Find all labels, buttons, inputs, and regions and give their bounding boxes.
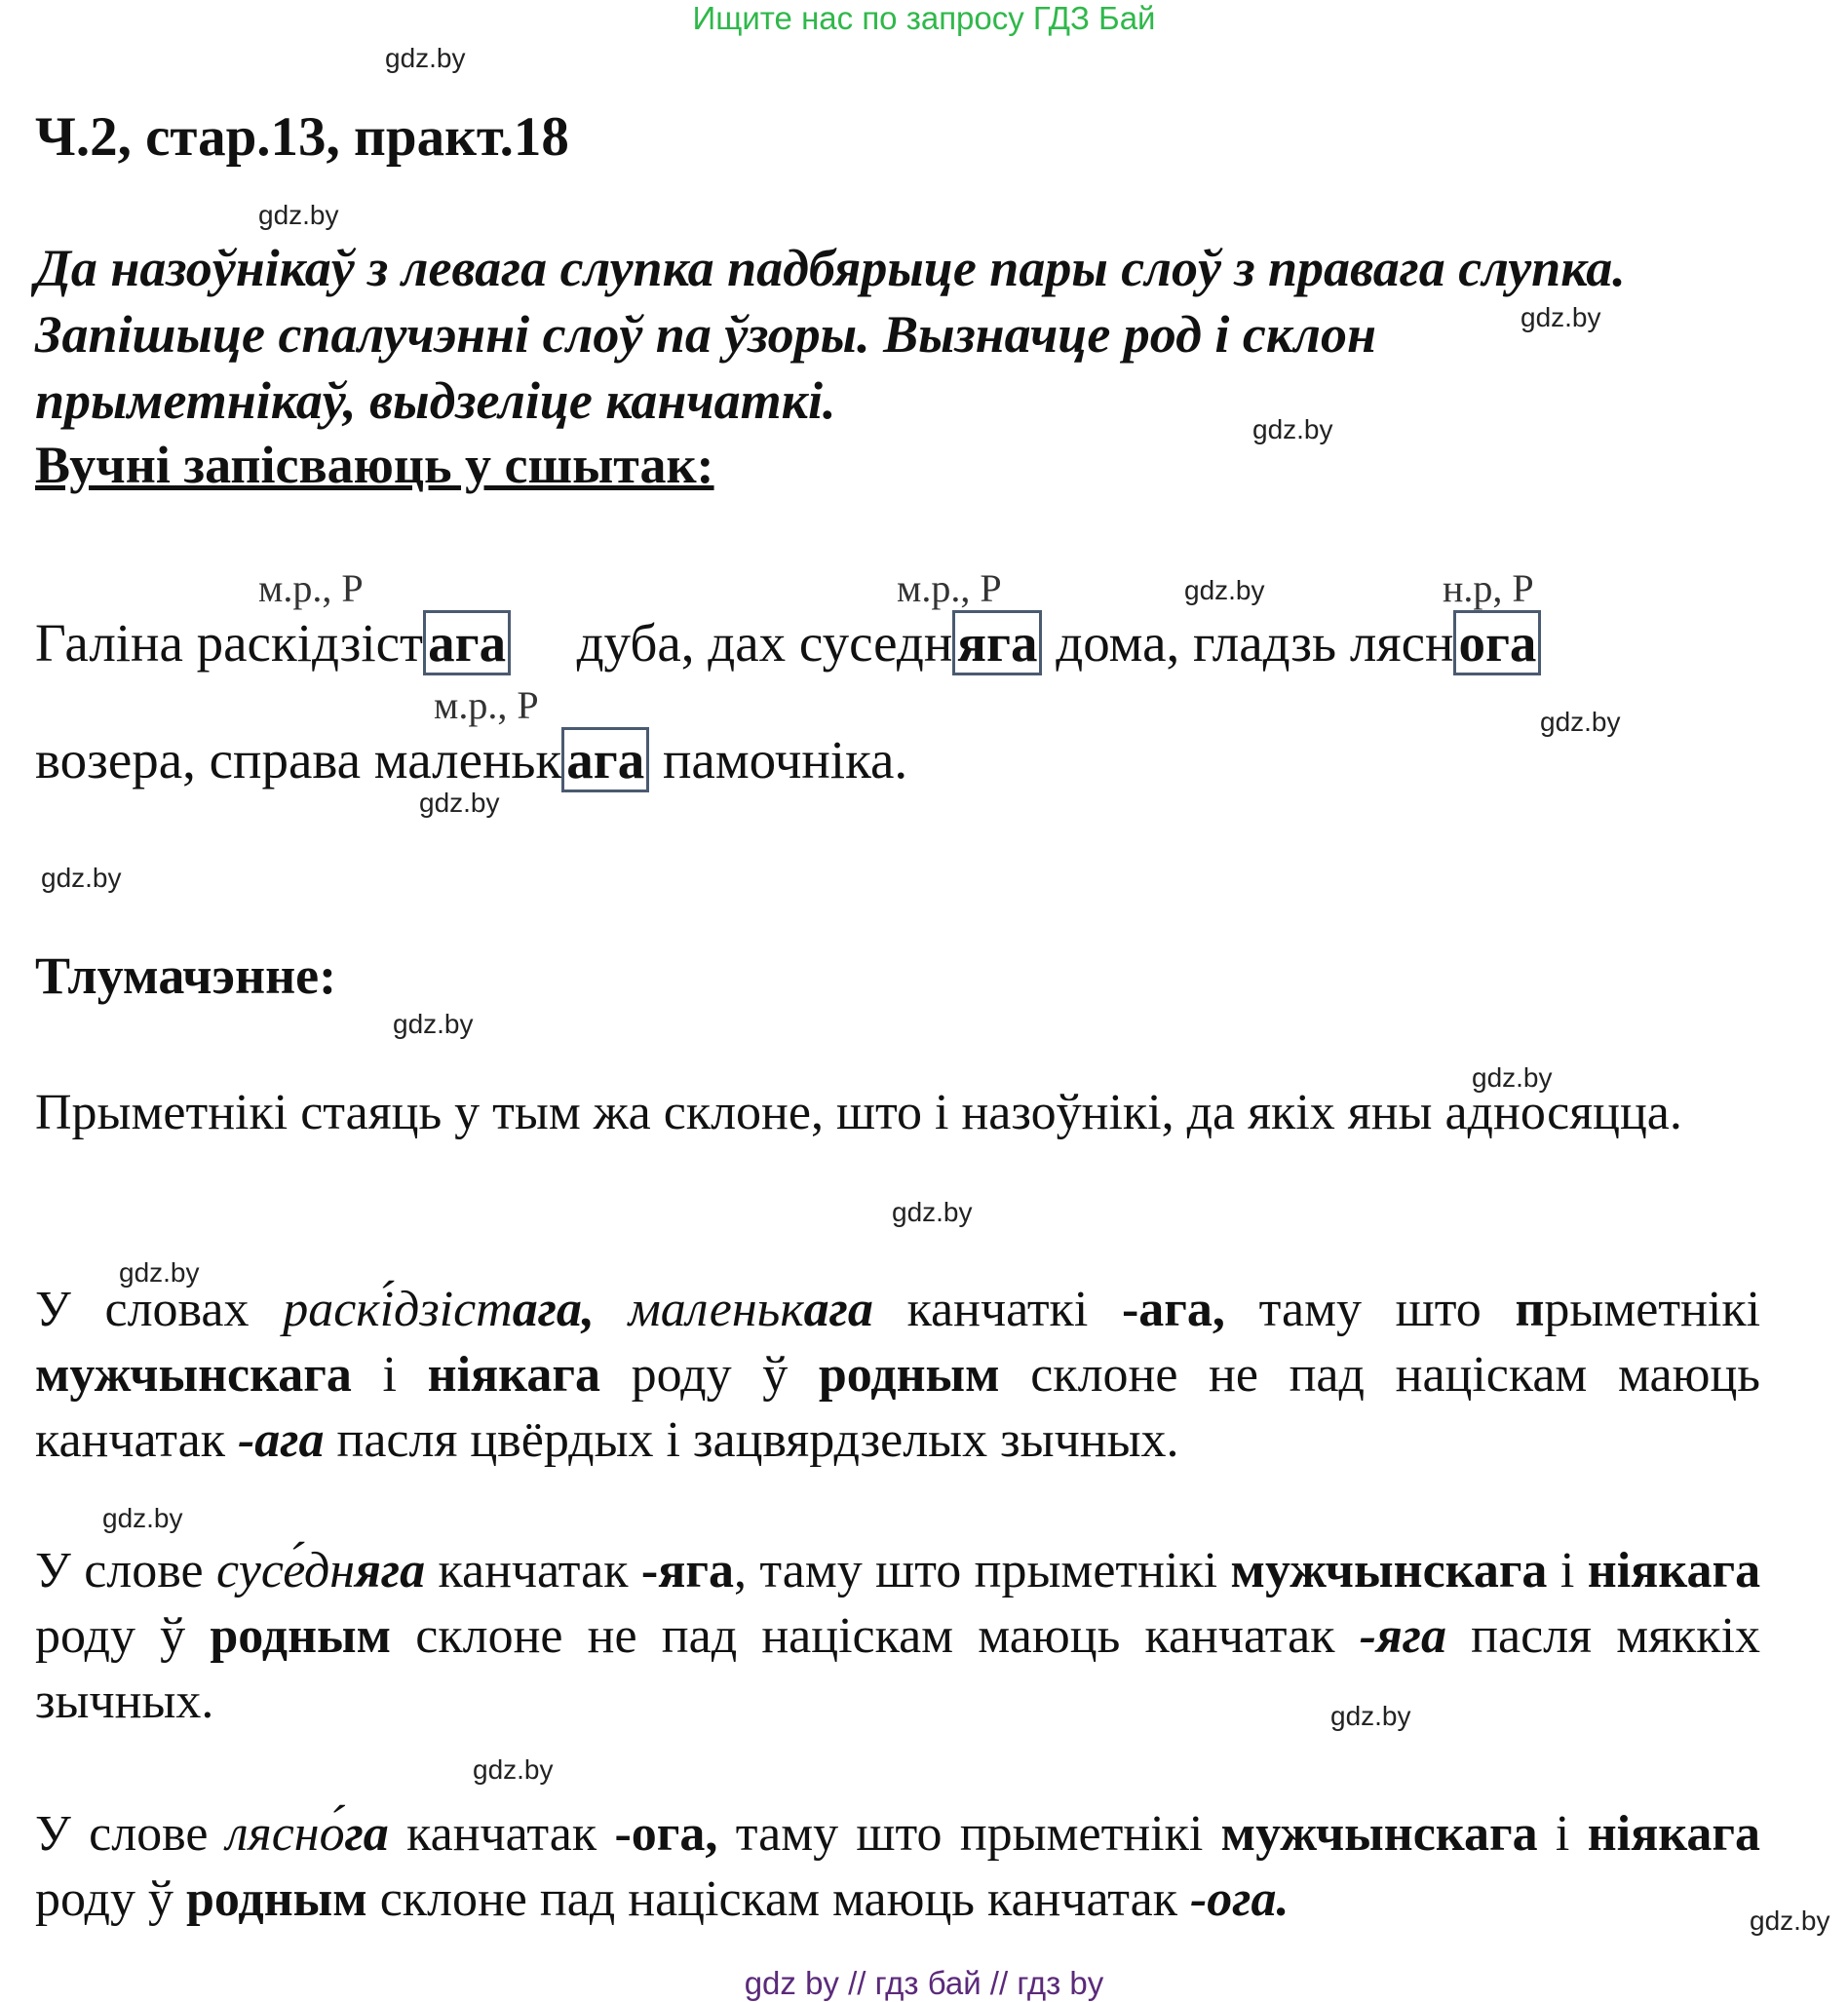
case-label: м.р., Р	[258, 566, 364, 610]
term: родным	[818, 1347, 1000, 1403]
watermark: gdz.by	[1472, 1062, 1553, 1093]
watermark: gdz.by	[1540, 707, 1621, 737]
text: У слове	[35, 1543, 204, 1598]
ending: яга	[355, 1543, 426, 1598]
ending-box: ага	[423, 610, 511, 675]
example-word: возера, справа маленьк	[35, 730, 562, 789]
text: склоне не пад націскам маюць канчатак	[35, 1347, 1760, 1468]
text: У словах	[35, 1282, 250, 1337]
paragraph-2	[35, 1277, 1760, 1473]
watermark: gdz.by	[1252, 414, 1333, 444]
example-word: дуба, дах суседн	[576, 613, 953, 673]
ending: -ога,	[614, 1806, 718, 1862]
top-banner[interactable]: Ищите нас по запросу ГДЗ Бай	[692, 0, 1156, 36]
example-word: дома, гладзь лясн	[1056, 613, 1454, 673]
example-line-2	[35, 729, 907, 790]
term: мужчынскага	[35, 1347, 352, 1403]
bottom-banner[interactable]: gdz by // гдз бай // гдз by	[744, 1965, 1104, 2001]
example-word: Галіна раскідзіст	[35, 613, 424, 673]
text: , таму што прыметнікі	[733, 1543, 1218, 1598]
text: канчатак	[406, 1806, 597, 1862]
ending-box: яга	[952, 610, 1042, 675]
task-line-2: Запішыце спалучэнні слоў па ўзоры. Вызначце род і склон	[35, 305, 1376, 364]
watermark: gdz.by	[41, 863, 122, 893]
example-word: раскі́дзіст	[283, 1282, 513, 1337]
term: мужчынскага	[1220, 1806, 1538, 1862]
case-label: н.р, Р	[1443, 566, 1534, 610]
task-line-3: прыметнікаў, выдзеліце канчаткі.	[35, 371, 836, 430]
text: роду ў	[631, 1347, 789, 1403]
watermark: gdz.by	[419, 788, 500, 818]
ending-box: ага	[561, 727, 649, 792]
text: канчаткі	[906, 1282, 1089, 1337]
subheading: Вучні запісваюць у сшытак:	[35, 436, 714, 494]
term: ніякага	[1587, 1543, 1761, 1598]
term: родным	[210, 1608, 392, 1664]
watermark: gdz.by	[102, 1503, 183, 1533]
text: пасля мяккіх зычных.	[35, 1608, 1761, 1729]
watermark: gdz.by	[1330, 1701, 1411, 1731]
text: роду ў	[35, 1871, 173, 1927]
ending: -яга	[640, 1543, 734, 1598]
watermark: gdz.by	[1750, 1906, 1830, 1936]
ending: га	[344, 1806, 389, 1862]
example-word: сусе́дн	[216, 1543, 356, 1598]
text: таму што	[1258, 1282, 1482, 1337]
explanation-heading: Тлумачэнне:	[35, 946, 337, 1005]
ending-box: ога	[1453, 610, 1541, 675]
term: родным	[185, 1871, 367, 1927]
watermark: gdz.by	[258, 200, 339, 230]
example-word: памочніка.	[662, 730, 908, 789]
text: канчатак	[438, 1543, 629, 1598]
example-line-1	[35, 612, 1541, 674]
term: ніякага	[427, 1347, 600, 1403]
page-title: Ч.2, стар.13, практ.18	[35, 106, 569, 168]
watermark: gdz.by	[1521, 302, 1601, 332]
text: У слове	[35, 1806, 209, 1862]
watermark: gdz.by	[393, 1009, 474, 1039]
watermark: gdz.by	[385, 43, 466, 73]
watermark: gdz.by	[1184, 575, 1265, 605]
paragraph-3	[35, 1538, 1760, 1734]
text: і	[1555, 1806, 1570, 1862]
example-word: маленьк	[628, 1282, 804, 1337]
ending: ага	[803, 1282, 873, 1337]
case-label: м.р., Р	[897, 566, 1002, 610]
paragraph-1: Прыметнікі стаяць у тым жа склоне, што і назоўнікі, да якіх яны адносяцца.	[35, 1085, 1682, 1140]
watermark: gdz.by	[119, 1257, 200, 1288]
example-word: лясно́	[225, 1806, 345, 1862]
ending: ага,	[512, 1282, 595, 1337]
ending: -ога.	[1189, 1871, 1290, 1927]
text: рыметнікі	[1544, 1282, 1761, 1337]
watermark: gdz.by	[892, 1197, 973, 1227]
ending: -ага	[237, 1412, 325, 1468]
text: таму што прыметнікі	[735, 1806, 1204, 1862]
text: роду ў	[35, 1608, 186, 1664]
text: і	[382, 1347, 397, 1403]
ending: -яга	[1359, 1608, 1446, 1664]
term: ніякага	[1587, 1806, 1761, 1862]
watermark: gdz.by	[473, 1754, 554, 1785]
text: склоне пад націскам маюць канчатак	[379, 1871, 1177, 1927]
task-line-1: Да назоўнікаў з левага слупка падбярыце пары слоў з правага слупка.	[35, 239, 1626, 297]
text: склоне не пад націскам маюць канчатак	[415, 1608, 1335, 1664]
paragraph-4	[35, 1801, 1760, 1932]
text: п	[1515, 1282, 1545, 1337]
term: мужчынскага	[1230, 1543, 1548, 1598]
text: і	[1559, 1543, 1575, 1598]
text: пасля цвёрдых і зацвярдзелых зычных.	[336, 1412, 1179, 1468]
ending: -ага,	[1121, 1282, 1225, 1337]
case-label: м.р., Р	[434, 683, 539, 727]
